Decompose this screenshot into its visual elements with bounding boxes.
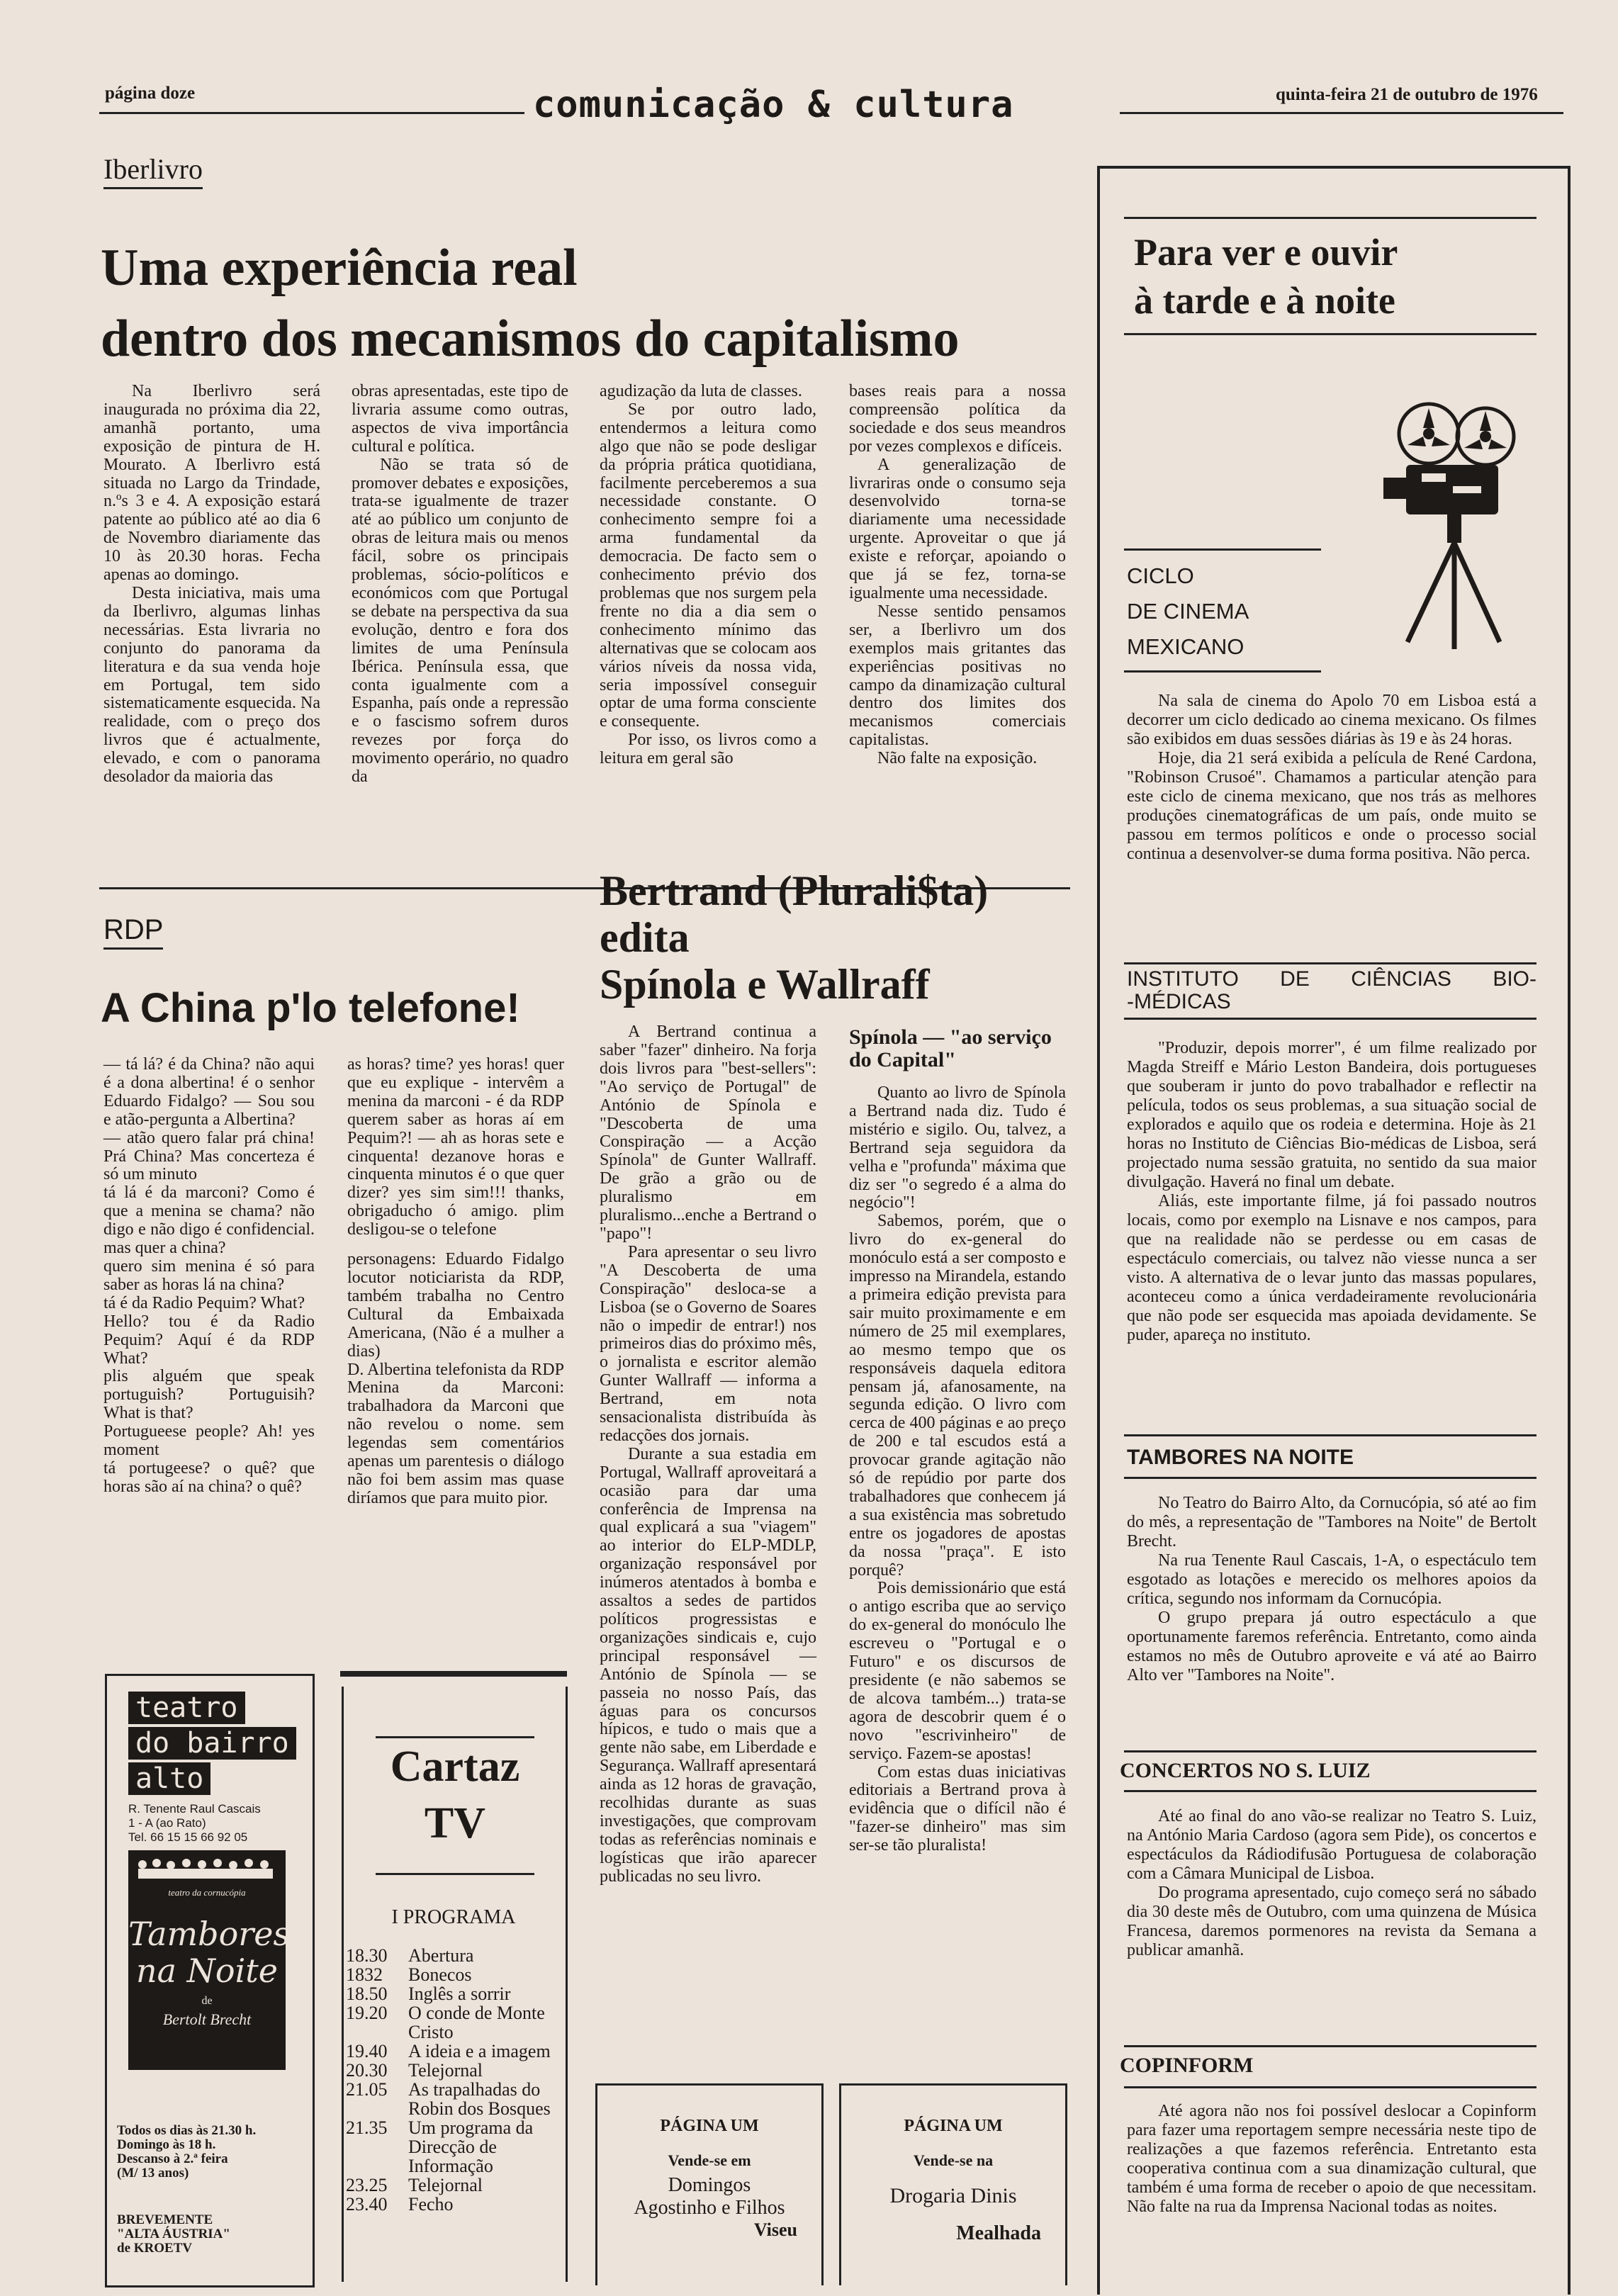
iberlivro-column-4 — [849, 383, 1066, 768]
paragraph: Até agora não nos foi possível deslocar a Copinform para fazer uma reportagem sempre necessária neste tipo de realizações a que fazemos referência. Entretanto esta cooperativa continua com a sua dinamização cultural, que também é uma forma de receber o apoio de que necessitam. Não falte na rua da Imprensa Nacional todas as noites. — [1127, 2102, 1536, 2216]
ad-title: PÁGINA UM — [660, 2117, 759, 2135]
paragraph: Durante a sua estadia em Portugal, Wallraff aproveitará a ocasião para dar uma conferência de Imprensa na qual explicará a sua "viagem" ao interior do ELP-MDLP, organização responsável por inúmeros atentados à bomba e assaltos a sedes de partidos políticos progressistas e organizações sindicais e, cujo principal responsável — António de Spínola — se passeia no nosso País, das águas para os concursos hípicos, e tudo o mais que a gente não sabe, em Liberdade e Segurança. Wallraff apresentará ainda as 12 horas de gravação, recolhidas durante as suas investigações, que comprovam todas as referências nominais e logísticas que irão aparecer publicadas no seu livro. — [600, 1444, 816, 1886]
tv-schedule-row — [346, 2195, 566, 2214]
paragraph: Quanto ao livro de Spínola a Bertrand nada diz. Tudo é mistério e sigilo. Ou, talvez, a Bertrand seja seguidora da velha e "profunda" máxima que diz ser "o segredo é a alma do negócio"! — [849, 1084, 1066, 1212]
sidebar-title-line: Para ver e ouvir — [1134, 231, 1398, 274]
paragraph: — tá lá? é da China? não aqui é a dona albertina! é o senhor Eduardo Fidalgo? — Sou sou e atão-pergunta a Albertina? — [103, 1055, 315, 1129]
ciclo-cinema-heading — [1127, 558, 1249, 665]
tv-time: 21.05 — [346, 2079, 388, 2100]
address-line: R. Tenente Raul Cascais — [128, 1802, 261, 1816]
tv-show: Bonecos — [408, 1964, 472, 1985]
paragraph: "Produzir, depois morrer", é um filme realizado por Magda Streiff e Mário Leston Bandeira, dois portugueses que souberam ir junto do povo trabalhador e reflectir na película, todos os seus problemas, a sua situação social de explorados e aquilo que os rodeia e determina. Hoje às 21 horas no Instituto de Ciências Bio-médicas de Lisboa, será projectado numa sessão gratuita, no sentido da sua maior divulgação. Haverá no final um debate. — [1127, 1039, 1536, 1191]
headline-rdp: A China p'lo telefone! — [101, 985, 520, 1031]
address-line: Tel. 66 15 15 66 92 05 — [128, 1830, 248, 1844]
paragraph: O grupo prepara já outro espectáculo a que oportunamente faremos referência. Entretanto, como ainda estamos no mês de Outubro aproveite e vá até ao Bairro Alto ver "Tambores na Noite". — [1127, 1609, 1536, 1684]
paragraph: A Bertrand continua a saber "fazer" dinheiro. Na forja dois livros para "best-sellers": "Ao serviço de Portugal" de António de Spínola e "Descoberta de uma Conspiração — a Acção Spínola" de Gunter Wallraff. De grão a grão ou de pluralismo em pluralismo...enche a Bertrand o "papo"! — [600, 1023, 816, 1243]
paragraph: Sabemos, porém, que o livro do ex-general do monóculo está a ser composto e impresso na Mirandela, estando a primeira edição prevista para sair muito proximamente e em número de 25 mil exemplares, ao mesmo tempo que os responsáveis daquela editora pensam já, afanosamente, na segunda edição. O livro com cerca de 400 páginas e ao preço de 200 e tal escudos está a provocar grande agitação não só de repúdio por parte dos trabalhadores que conhecem já a sua existência mas sobretudo entre os jogadores de apostas da nossa "praça". E isto porquê? — [849, 1212, 1066, 1580]
paragraph: Não falte na exposição. — [877, 749, 1038, 768]
paragraph: personagens: Eduardo Fidalgo locutor noticiarista da RDP, também trabalha no Centro Cultural da Embaixada Americana, (Não é a mulher a dias) — [347, 1250, 564, 1361]
teatro-name-line: alto — [128, 1762, 210, 1795]
paragraph: Para apresentar o seu livro "A Descoberta de uma Conspiração" desloca-se a Lisboa (se o Governo de Soares não o impedir de entrar!) nos primeiros dias do próximo mês, o jornalista e escritor alemão Gunter Wallraff — informa a Bertrand, em nota sensacionalista distribuída às redacções dos jornais. — [600, 1242, 816, 1445]
tv-schedule — [346, 1946, 566, 2214]
hours-line: Todos os dias às 21.30 h. — [117, 2123, 257, 2138]
paragraph: bases reais para a nossa compreensão política da sociedade e dos seus meandros por vezes complexos e difíceis. — [849, 382, 1066, 456]
paragraph: Do programa apresentado, cujo começo será no sábado dia 30 deste mês de Outubro, com uma quinzena de Música Francesa, daremos pormenores na revista da Semana a publicar amanhã. — [1127, 1884, 1536, 1959]
tv-show: Fecho — [408, 2194, 454, 2215]
headline-bertrand-line1: Bertrand (Plurali$ta) — [600, 867, 989, 914]
sidebar-rule — [1124, 2086, 1536, 2088]
paragraph: — atão quero falar prá china! Prá China? Mas concerteza é só um minuto — [103, 1128, 315, 1184]
tv-schedule-row — [346, 2003, 566, 2042]
programa-label: I PROGRAMA — [391, 1906, 516, 1928]
tv-show: Um programa da Direcção de Informação — [408, 2117, 534, 2176]
heading-line: DE CINEMA — [1127, 599, 1249, 624]
paragraph: Na Iberlivro será inaugurada no próxima dia 22, amanhã portanto, uma exposição de pintura de H. Mourato. A Iberlivro está situada no Largo da Trindade, n.ºs 3 e 4. A exposição estará patente ao público até ao dia 6 de Novembro diariamente das 10 às 20.30 horas. Fecha apenas ao domingo. — [103, 382, 320, 585]
ad-line: Mealhada — [956, 2222, 1041, 2244]
paragraph: Desta iniciativa, mais uma da Iberlivro, algumas linhas necessárias. Esta livraria no conjunto do panorama da literatura e da sua venda hoje em Portugal, tem sido sistematicamente esquecida. Na realidade, com o preço dos livros que é actualmente, elevado, e com o panorama desolador da maioria das — [103, 583, 320, 787]
paragraph: Nesse sentido pensamos ser, a Iberlivro um dos exemplos mais gritantes das experiências positivas no campo da dinamização cultural dentro dos limites dos mecanismos comerciais capitalistas. — [849, 602, 1066, 750]
teatro-name-line: do bairro — [128, 1727, 296, 1760]
paragraph: A generalização de livrariras onde o consumo seja desenvolvido torna-se diariamente uma necessidade urgente. Aproveitar o que já existe e reforçar, apoiando o que já se fez, torna-se igualmente uma necessidade. — [849, 455, 1066, 602]
instituto-body — [1127, 1039, 1536, 1345]
tv-time: 19.40 — [346, 2041, 388, 2061]
sidebar-rule — [1124, 1750, 1536, 1752]
bertrand-column-2 — [849, 1084, 1066, 1855]
paragraph: Hoje, dia 21 será exibida a película de René Cardona, "Robinson Crusoé". Chamamos a particular atenção para este ciclo de cinema mexicano, que nos trás as melhores produções cinematográficas de um país, onde muito se passou em termos políticos e onde o processo social continua a desenvolver-se duma forma positiva. Não perca. — [1127, 749, 1536, 863]
cartaz-rule-left — [342, 1687, 344, 2282]
poster-title-line: na Noite — [135, 1952, 279, 1990]
section-kicker-rdp: RDP — [103, 914, 163, 950]
paragraph: tá é da Radio Pequim? What? — [103, 1293, 305, 1312]
teatro-name-line: teatro — [128, 1692, 245, 1724]
poster-author: Bertolt Brecht — [162, 2010, 252, 2028]
paragraph: agudização da luta de classes. — [600, 382, 802, 400]
cartaz-rule-right — [566, 1687, 568, 2282]
ciclo-cinema-body — [1127, 692, 1536, 864]
headline-iberlivro-line1: Uma experiência real — [101, 239, 578, 297]
instituto-heading — [1127, 968, 1536, 1013]
paragraph: Menina da Marconi: trabalhadora da Marconi que não revelou o nome. sem legendas sem comentários apenas um parentesis o diálogo não foi bem assim mas quase diríamos que para muito pior. — [347, 1378, 564, 1507]
paragraph: Até ao final do ano vão-se realizar no Teatro S. Luiz, na António Maria Cardoso (agora sem Pide), os concertos e espectáculos da Rádiodifusão Portuguesa de colaboração com a Câmara Municipal de Lisboa. — [1127, 1807, 1536, 1883]
teatro-address — [128, 1802, 261, 1845]
ad-line: Vende-se em — [668, 2151, 751, 2169]
iberlivro-column-2 — [352, 383, 568, 787]
paragraph: tá portugeese? o quê? que horas são aí na china? o quê? — [103, 1458, 315, 1496]
coming-soon-line: BREVEMENTE — [117, 2212, 213, 2227]
tv-time: 23.40 — [346, 2194, 388, 2215]
copinform-body — [1127, 2102, 1536, 2217]
tv-time: 19.20 — [346, 2003, 388, 2023]
ad-line: Drogaria Dinis — [889, 2184, 1017, 2207]
paragraph: Com estas duas iniciativas editoriais a Bertrand prova à evidência que o difícil não é "fazer-se dinheiro" mas sim ser-se tão pluralista! — [849, 1762, 1066, 1855]
dateline: quinta-feira 21 de outubro de 1976 — [1276, 85, 1538, 104]
tv-schedule-row — [346, 2118, 566, 2176]
film-projector-icon — [1379, 394, 1521, 656]
tv-show: As trapalhadas do Robin dos Bosques — [408, 2079, 551, 2119]
ad-line: Agostinho e Filhos — [634, 2197, 785, 2219]
page-label: página doze — [105, 84, 196, 103]
paragraph: Por isso, os livros como a leitura em geral são — [600, 731, 816, 768]
concertos-heading: CONCERTOS NO S. LUIZ — [1120, 1759, 1371, 1782]
bertrand-column-1 — [600, 1023, 816, 1886]
pagina-um-ad-mealhada — [839, 2083, 1067, 2285]
paragraph: as horas? time? yes horas! quer que eu explique - intervêm a menina da marconi - é da RDP querem saber as horas aí em Pequim?! — ah as horas sete e cinquenta! dezanove horas e cinquenta minutos é o que quer dizer? yes sim sim!!! thanks, obrigaducho ó amigo. plim desligou-se o telefone — [347, 1055, 564, 1239]
paragraph: tá lá é da marconi? Como é que a menina se chama? não digo e não digo é confidencial. mas quer a china? — [103, 1183, 315, 1258]
paragraph: plis alguém que speak portuguish? Portuguisih? What is that? — [103, 1367, 315, 1423]
tv-time: 23.25 — [346, 2175, 388, 2195]
paragraph: Na sala de cinema do Apolo 70 em Lisboa está a decorrer um ciclo dedicado ao cinema mexicano. Os filmes são exibidos em duas sessões diárias às 19 e às 24 horas. — [1127, 692, 1536, 748]
tv-time: 21.35 — [346, 2117, 388, 2138]
headline-bertrand-line3: Spínola e Wallraff — [600, 961, 930, 1008]
sidebar-rule — [1124, 1018, 1536, 1020]
hours-line: (M/ 13 anos) — [117, 2166, 189, 2180]
sidebar-title-line: à tarde e à noite — [1134, 279, 1395, 322]
headline-iberlivro-line2: dentro dos mecanismos do capitalismo — [101, 310, 960, 368]
iberlivro-column-3 — [600, 383, 816, 768]
heading-line: CICLO — [1127, 563, 1194, 588]
copinform-heading: COPINFORM — [1120, 2054, 1254, 2077]
sidebar-rule — [1124, 333, 1536, 335]
paragraph: Aliás, este importante filme, já foi passado noutros locais, como por exemplo na Lisnave e nos campos, para que na realidade não se perdesse ou em casas de espectáculo comerciais, ou talvez não viesse nunca a ser visto. A alternativa de o levar junto das massas populares, aconteceu como a única verdadeiramente revolucionária que não pode ser esquecida mas apoiada devidamente. Se puder, apareça no instituto. — [1127, 1192, 1536, 1344]
poster-de: de — [201, 1995, 213, 2007]
heading-line: MEXICANO — [1127, 634, 1245, 659]
poster-title — [128, 1915, 291, 1990]
coming-soon-line: de KROETV — [117, 2241, 193, 2256]
paragraph: D. Albertina telefonista da RDP — [347, 1360, 564, 1379]
header-rule-right — [1120, 112, 1563, 114]
poster-title-line: Tambores — [128, 1915, 291, 1953]
sidebar-rule — [1124, 962, 1536, 964]
paragraph: quero sim menina é só para saber as horas lá na china? — [103, 1256, 315, 1294]
paragraph: Na rua Tenente Raul Cascais, 1-A, o espectáculo tem esgotado as lotações e merecido os melhores apoios da crítica, segundo nos informam da Cornucópia. — [1127, 1551, 1536, 1608]
sidebar-rule — [1124, 1477, 1536, 1479]
sidebar-rule — [1124, 217, 1536, 219]
paragraph: No Teatro do Bairro Alto, da Cornucópia, só até ao fim do mês, a representação de "Tambores na Noite" de Bertolt Brecht. — [1127, 1494, 1536, 1551]
tambores-heading: TAMBORES NA NOITE — [1127, 1446, 1354, 1469]
tv-time: 1832 — [346, 1964, 383, 1985]
sidebar-title — [1134, 228, 1398, 325]
paragraph: Não se trata só de promover debates e exposições, trata-se igualmente de trazer até ao público um conjunto de obras de leitura mais ou menos fácil, sobre os principais problemas, sócio-políticos e económicos com que Portugal se debate na perspectiva da sua evolução, dentro e fora dos limites de uma Península Ibérica. Península essa, que conta igualmente com a Espanha, país onde a repressão e o fascismo sofrem duros revezes por força do movimento operário, no quadro da — [352, 455, 568, 787]
poster-company: teatro da cornucópia — [168, 1887, 246, 1898]
teatro-bairro-alto-ad — [105, 1674, 315, 2287]
tv-show: O conde de Monte Cristo — [408, 2003, 545, 2042]
teatro-coming-soon — [117, 2213, 230, 2256]
heading-line: INSTITUTO DE CIÊNCIAS BIO- — [1127, 967, 1536, 991]
address-line: 1 - A (ao Rato) — [128, 1816, 206, 1830]
section-kicker-iberlivro: Iberlivro — [103, 152, 203, 189]
rdp-column-2 — [347, 1056, 564, 1508]
sidebar-rule — [1124, 670, 1321, 673]
tv-show: Telejornal — [408, 2060, 483, 2081]
ad-title: PÁGINA UM — [904, 2117, 1003, 2135]
tv-time: 18.30 — [346, 1945, 388, 1966]
paragraph: obras apresentadas, este tipo de livraria assume como outras, aspectos de viva importância cultural e política. — [352, 382, 568, 456]
tv-show: A ideia e a imagem — [408, 2041, 551, 2061]
heading-line: -MÉDICAS — [1127, 990, 1231, 1013]
cartaz-title-box — [376, 1736, 534, 1875]
sidebar-rule — [1124, 1790, 1536, 1792]
masthead: comunicação & cultura — [533, 84, 1014, 126]
tv-time: 18.50 — [346, 1983, 388, 2004]
ad-line: Domingos — [668, 2174, 751, 2196]
crowd-illustration-icon — [128, 1855, 286, 1890]
paragraph: Portugueese people? Ah! yes moment — [103, 1422, 315, 1460]
tv-schedule-row — [346, 2080, 566, 2118]
divider-rule — [340, 1671, 567, 1677]
tv-schedule-row — [346, 2176, 566, 2195]
sidebar-rule — [1124, 548, 1321, 551]
hours-line: Domingo às 18 h. — [117, 2137, 216, 2152]
header-rule-left — [99, 112, 524, 114]
tv-show: Inglês a sorrir — [408, 1983, 511, 2004]
tv-show: Telejornal — [408, 2175, 483, 2195]
tambores-poster — [128, 1850, 291, 2070]
cartaz-title — [376, 1738, 534, 1852]
tv-schedule-row — [346, 1984, 566, 2003]
tv-schedule-row — [346, 2042, 566, 2061]
tv-show: Abertura — [408, 1945, 474, 1966]
paragraph: Se por outro lado, entendermos a leitura como algo que não se pode desligar da própria prática quotidiana, facilmente perceberemos a sua necessidade constante. O conhecimento sempre foi a arma fundamental da democracia. De facto sem o conhecimento prévio dos problemas que nos surgem pela frente no dia a dia sem o conhecimento mínimo das alternativas que se colocam aos vários níveis da nossa vida, seria impossível conseguir optar de uma forma consciente e consequente. — [600, 400, 816, 731]
sidebar-rule — [1124, 1434, 1536, 1436]
cartaz-title-line: TV — [424, 1799, 486, 1847]
ad-line: Vende-se na — [913, 2151, 994, 2169]
pagina-um-ad-viseu — [595, 2083, 824, 2285]
teatro-hours — [117, 2124, 256, 2180]
paragraph: Pois demissionário que está o antigo escriba que ao serviço do ex-general do monóculo lhe escreveu o "Portugal e o Futuro" e os discursos de presidente (e não sabemos se de alcova também...) trata-se agora de descobrir quem é o novo "escrivinheiro" de serviço. Fazem-se apostas! — [849, 1579, 1066, 1763]
coming-soon-line: "ALTA ÁUSTRIA" — [117, 2227, 230, 2241]
tv-schedule-row — [346, 2061, 566, 2080]
rdp-column-1 — [103, 1056, 315, 1497]
cartaz-title-line: Cartaz — [390, 1743, 520, 1791]
tv-schedule-row — [346, 1965, 566, 1984]
concertos-body — [1127, 1807, 1536, 1960]
tambores-body — [1127, 1494, 1536, 1685]
paragraph: Hello? tou é da Radio Pequim? Aquí é da RDP What? — [103, 1312, 315, 1368]
bertrand-subhead: Spínola — "ao serviço do Capital" — [849, 1025, 1052, 1071]
ad-line: Viseu — [753, 2219, 797, 2240]
tv-schedule-row — [346, 1946, 566, 1965]
headline-bertrand-line2: edita — [600, 914, 690, 961]
iberlivro-column-1 — [103, 383, 320, 787]
sidebar-rule — [1124, 2045, 1536, 2047]
tv-time: 20.30 — [346, 2060, 388, 2081]
hours-line: Descanso à 2.ª feira — [117, 2151, 228, 2166]
